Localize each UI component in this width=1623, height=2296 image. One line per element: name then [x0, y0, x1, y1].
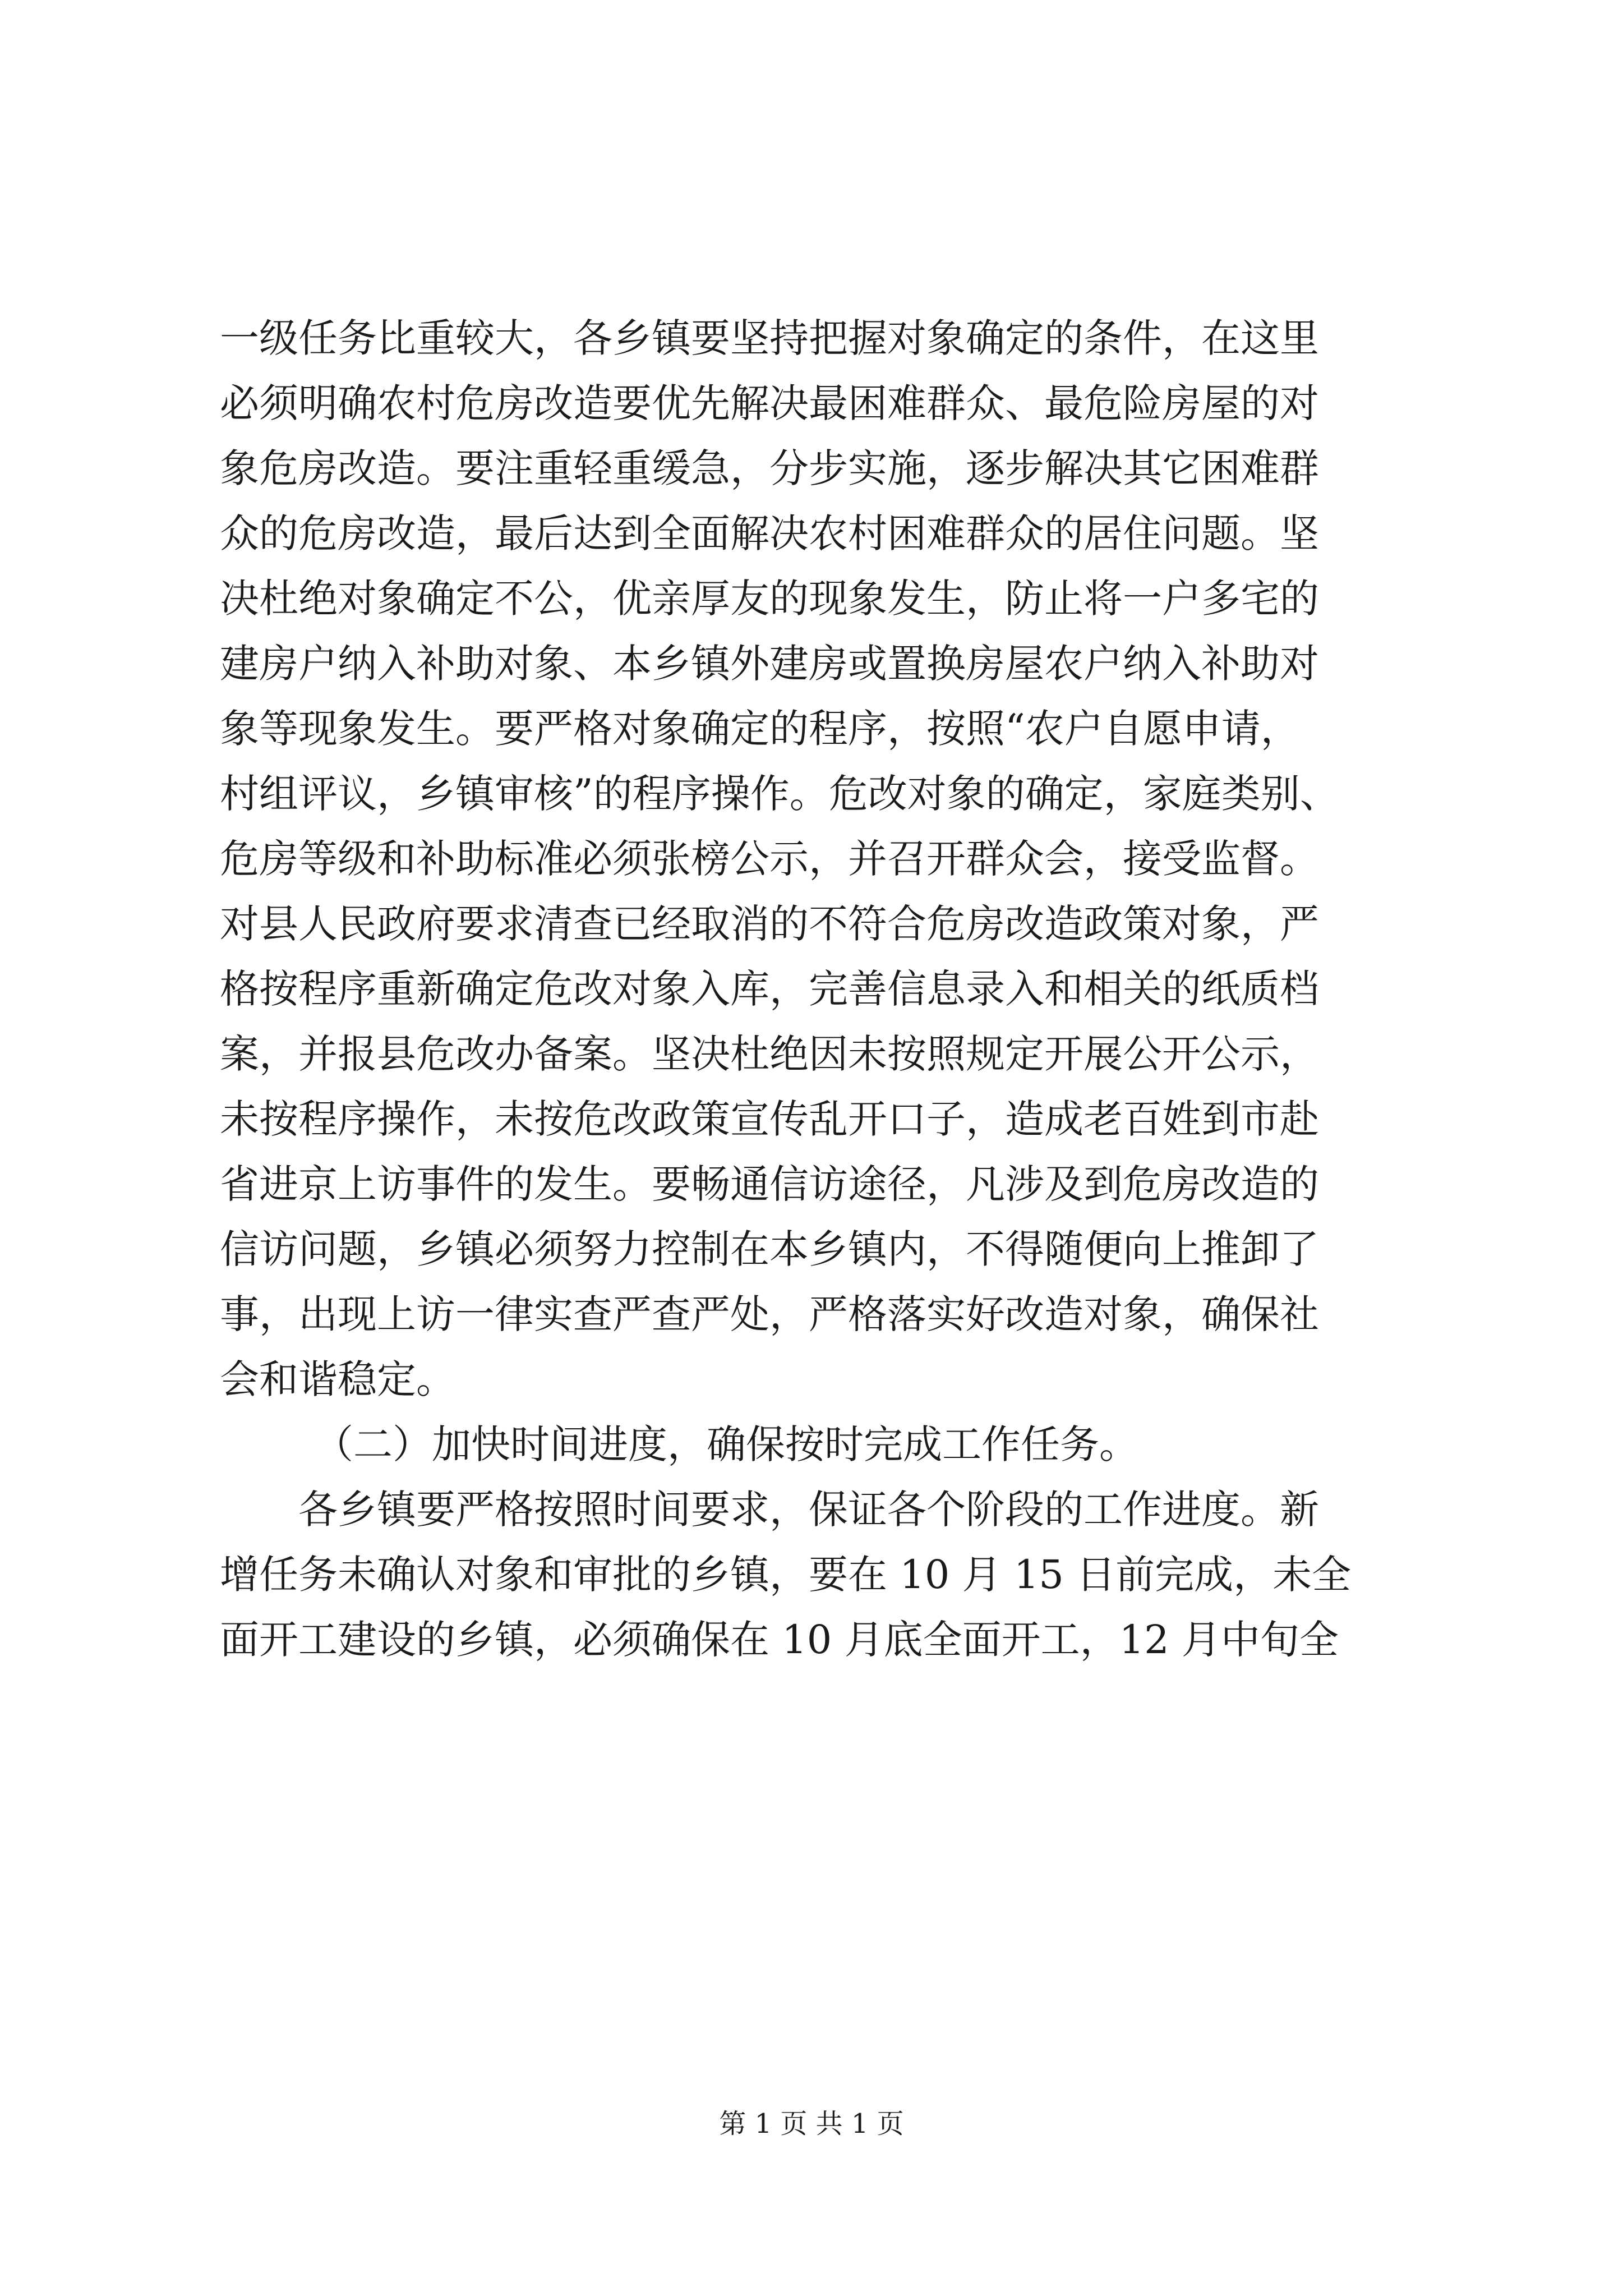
section-heading: （二）加快时间进度，确保按时完成工作任务。: [314, 1421, 1138, 1467]
text-line: 一级任务比重较大，各乡镇要坚持把握对象确定的条件，在这里: [220, 315, 1319, 361]
text-line: 象等现象发生。要严格对象确定的程序，按照“农户自愿申请，: [220, 706, 1300, 752]
text-line: 事，出现上访一律实查严查严处，严格落实好改造对象，确保社: [220, 1291, 1319, 1337]
text-line: 众的危房改造，最后达到全面解决农村困难群众的居住问题。坚: [220, 510, 1319, 556]
text-line: 案，并报县危改办备案。坚决杜绝因未按照规定开展公开公示，: [220, 1031, 1319, 1077]
text-line: 各乡镇要严格按照时间要求，保证各个阶段的工作进度。新: [298, 1487, 1319, 1533]
text-line: 危房等级和补助标准必须张榜公示，并召开群众会，接受监督。: [220, 836, 1319, 882]
document-body: [220, 306, 1414, 1672]
text-line: 省进京上访事件的发生。要畅通信访途径，凡涉及到危房改造的: [220, 1161, 1319, 1207]
text-line: 必须明确农村危房改造要优先解决最困难群众、最危险房屋的对: [220, 380, 1319, 426]
text-line: 面开工建设的乡镇，必须确保在 10 月底全面开工，12 月中旬全: [220, 1617, 1339, 1663]
text-line: 未按程序操作，未按危改政策宣传乱开口子，造成老百姓到市赴: [220, 1096, 1319, 1142]
text-line: 会和谐稳定。: [220, 1356, 455, 1402]
page-footer: [0, 2107, 1623, 2141]
text-line: 建房户纳入补助对象、本乡镇外建房或置换房屋农户纳入补助对: [220, 641, 1319, 687]
text-line: 格按程序重新确定危改对象入库，完善信息录入和相关的纸质档: [220, 966, 1319, 1012]
text-line: 对县人民政府要求清查已经取消的不符合危房改造政策对象，严: [220, 901, 1319, 947]
text-line: 象危房改造。要注重轻重缓急，分步实施，逐步解决其它困难群: [220, 445, 1319, 491]
text-line: 村组评议，乡镇审核”的程序操作。危改对象的确定，家庭类别、: [220, 771, 1339, 817]
text-line: 增任务未确认对象和审批的乡镇，要在 10 月 15 日前完成，未全: [220, 1552, 1352, 1598]
text-line: 决杜绝对象确定不公，优亲厚友的现象发生，防止将一户多宅的: [220, 576, 1319, 622]
text-line: 信访问题，乡镇必须努力控制在本乡镇内，不得随便向上推卸了: [220, 1226, 1319, 1272]
page-number-label: 第 1 页 共 1 页: [719, 2108, 904, 2139]
